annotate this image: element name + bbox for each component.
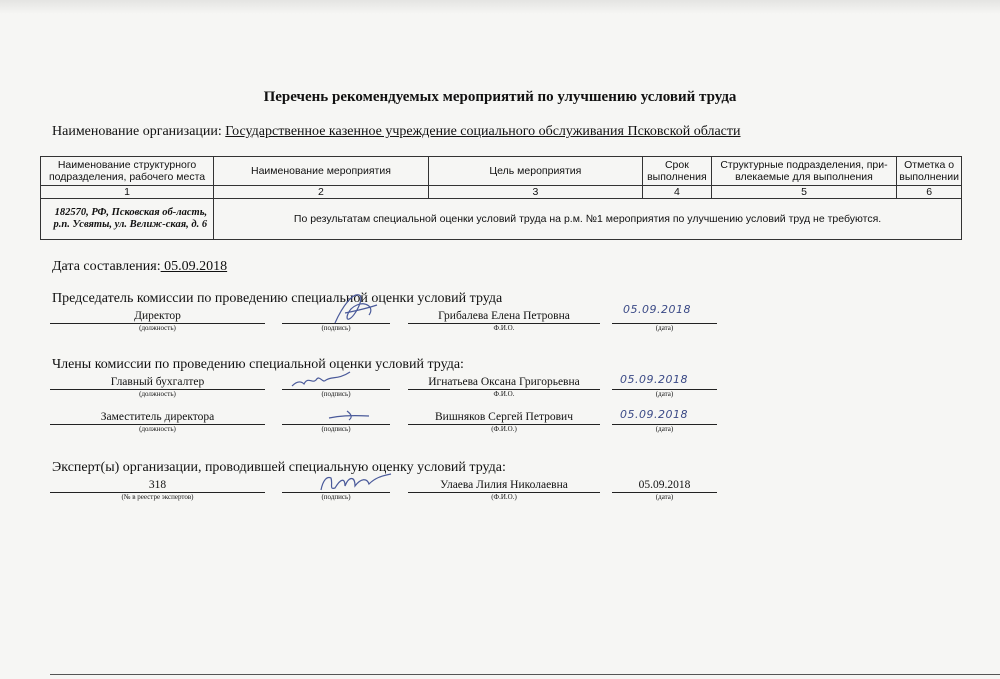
signature-caption: (подпись) xyxy=(321,324,351,332)
chair-name: Грибалева Елена Петровна xyxy=(438,310,570,322)
member-2-date-handwritten: 05.09.2018 xyxy=(620,408,688,421)
date-caption: (дата) xyxy=(655,493,674,501)
chair-position: Директор xyxy=(134,310,181,322)
document-title: Перечень рекомендуемых мероприятий по улучшению условий труда xyxy=(263,89,737,105)
fio-caption: (Ф.И.О.) xyxy=(491,425,517,433)
position-caption: (должность) xyxy=(139,390,176,398)
organization-value: Государственное казенное учреждение социального обслуживания Псковской области xyxy=(225,124,741,139)
measures-note: По результатам специальной оценки условий труда на р.м. №1 мероприятия по улучшению условий труд не требуются. xyxy=(214,199,962,240)
fio-caption: Ф.И.О. xyxy=(493,324,515,332)
chair-heading: Председатель комиссии по проведению специальной оценки условий труда xyxy=(52,291,503,306)
header-cell: Наименование структурного подразделения, рабочего места xyxy=(41,157,214,186)
number-cell: 1 xyxy=(41,186,214,199)
date-compiled-line xyxy=(52,259,227,275)
member-1-name-field xyxy=(408,376,600,402)
expert-heading: Эксперт(ы) организации, проводившей специальную оценку условий труда: xyxy=(52,460,506,475)
member-1-position: Главный бухгалтер xyxy=(110,376,205,388)
header-cell: Срок выполнения xyxy=(642,157,711,186)
member-1-signature-icon xyxy=(288,368,358,392)
expert-date: 05.09.2018 xyxy=(638,479,691,491)
chair-signature-icon xyxy=(325,287,385,329)
position-caption: (должность) xyxy=(139,425,176,433)
number-cell: 6 xyxy=(897,186,962,199)
date-caption: (дата) xyxy=(655,324,674,332)
expert-name-field xyxy=(408,479,600,505)
signature-caption: (подпись) xyxy=(321,425,351,433)
workplace-address: 182570, РФ, Псковская об-ласть, р.п. Усвяты, ул. Велиж-ская, д. 6 xyxy=(41,199,214,240)
date-compiled-label: Дата составления: xyxy=(52,259,161,274)
expert-registry-field xyxy=(50,479,265,505)
expert-date-field xyxy=(612,479,717,505)
chair-name-field xyxy=(408,310,600,336)
header-cell: Наименование мероприятия xyxy=(214,157,429,186)
table-header-row xyxy=(41,157,962,186)
signature-caption: (подпись) xyxy=(321,390,351,398)
chair-date-handwritten: 05.09.2018 xyxy=(623,303,691,316)
header-cell: Структурные подразделения, при-влекаемые для выполнения xyxy=(711,157,896,186)
table-number-row xyxy=(41,186,962,199)
date-compiled-value: 05.09.2018 xyxy=(160,259,228,274)
member-1-name: Игнатьева Оксана Григорьевна xyxy=(428,376,580,388)
expert-signature-icon xyxy=(315,470,395,496)
member-2-signature-icon xyxy=(325,408,375,422)
expert-registry-number: 318 xyxy=(148,479,167,491)
date-caption: (дата) xyxy=(655,425,674,433)
date-caption: (дата) xyxy=(655,390,674,398)
member-2-position: Заместитель директора xyxy=(100,411,215,423)
number-cell: 3 xyxy=(428,186,642,199)
bottom-border-line xyxy=(50,674,1000,675)
measures-table xyxy=(40,156,962,240)
number-cell: 2 xyxy=(214,186,429,199)
position-caption: (должность) xyxy=(139,324,176,332)
signature-caption: (подпись) xyxy=(321,493,351,501)
expert-name: Улаева Лилия Николаевна xyxy=(440,479,568,491)
chair-position-field xyxy=(50,310,265,336)
member-1-position-field xyxy=(50,376,265,402)
member-2-position-field xyxy=(50,411,265,437)
fio-caption: (Ф.И.О.) xyxy=(491,493,517,501)
scan-edge xyxy=(0,0,1000,14)
member-2-name-field xyxy=(408,411,600,437)
number-cell: 4 xyxy=(642,186,711,199)
member-2-name: Вишняков Сергей Петрович xyxy=(435,411,573,423)
registry-caption: (№ в реестре экспертов) xyxy=(121,493,194,501)
organization-label: Наименование организации: xyxy=(52,124,222,139)
member-1-date-handwritten: 05.09.2018 xyxy=(620,373,688,386)
members-heading: Члены комиссии по проведению специальной оценки условий труда: xyxy=(52,357,464,372)
table-row xyxy=(41,199,962,240)
header-cell: Цель мероприятия xyxy=(428,157,642,186)
number-cell: 5 xyxy=(711,186,896,199)
fio-caption: Ф.И.О. xyxy=(493,390,515,398)
header-cell: Отметка о выполнении xyxy=(897,157,962,186)
organization-line xyxy=(52,124,741,140)
